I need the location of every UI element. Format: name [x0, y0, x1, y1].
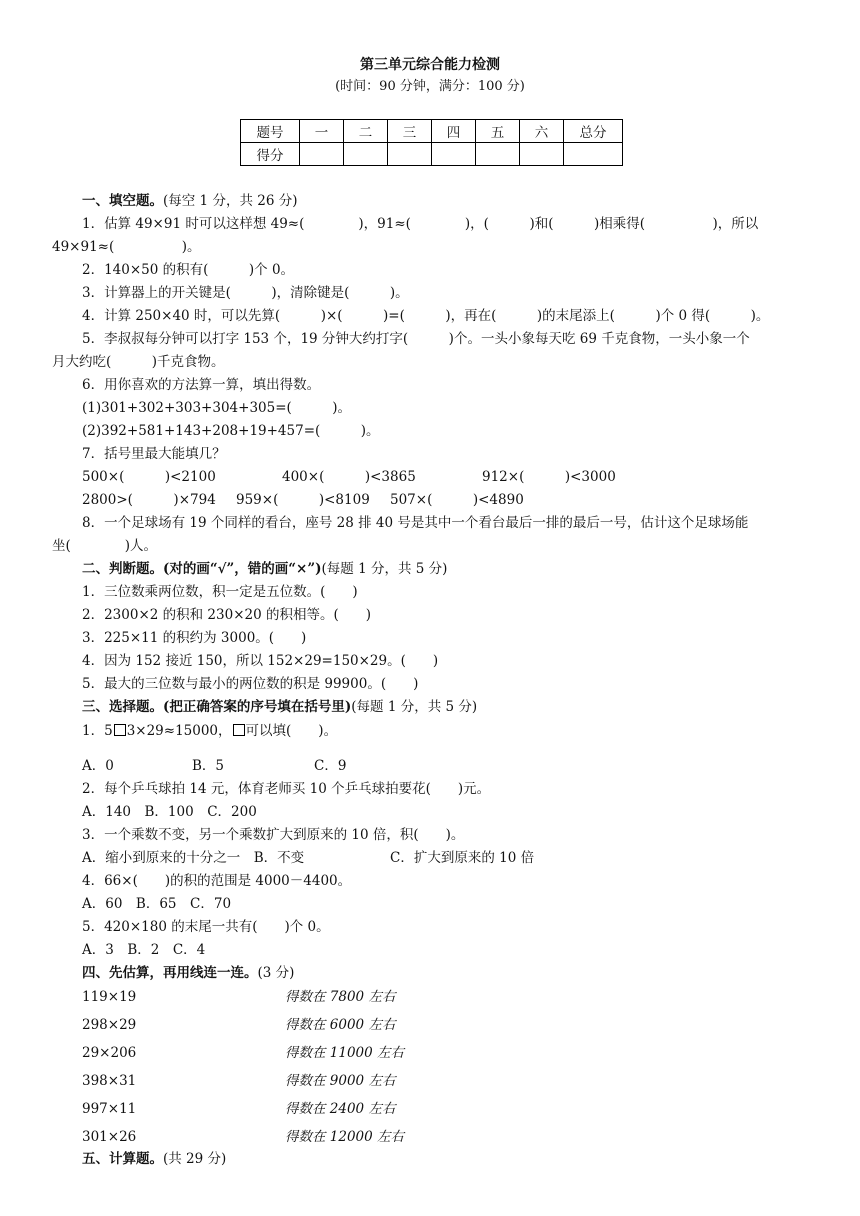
question-text: 912×( )<3000 — [482, 469, 616, 485]
square-blank-icon — [114, 724, 126, 736]
question-text: 5．420×180 的末尾一共有( )个 0。 — [82, 919, 330, 935]
question-text: 6．用你喜欢的方法算一算，填出得数。 — [82, 377, 321, 393]
option-text: A．60 B．65 C．70 — [82, 896, 232, 912]
section-instruction: (把正确答案的序号填在括号里) — [163, 699, 352, 715]
question-text: 4．66×( )的积的范围是 4000－4400。 — [82, 873, 352, 889]
section-note: (3 分) — [257, 965, 295, 981]
match-right-item[interactable]: 得数在 6000 左右 — [285, 1017, 396, 1033]
score-cell: 五 — [476, 120, 520, 143]
question-text: 3．计算器上的开关键是( )，清除键是( )。 — [82, 285, 409, 301]
section-heading — [82, 560, 447, 578]
question-text: (1)301+302+303+304+305=( )。 — [82, 400, 352, 416]
page-subtitle: (时间：90 分钟，满分：100 分) — [335, 79, 525, 94]
section-note: (共 29 分) — [163, 1151, 227, 1167]
match-left-item[interactable]: 298×29 — [82, 1017, 137, 1033]
question-text: 5．李叔叔每分钟可以打字 153 个，19 分钟大约打字( )个。一头小象每天吃 69 千克食物，一头小象一个 — [82, 331, 750, 347]
score-input-cell[interactable] — [300, 143, 344, 166]
score-cell: 题号 — [241, 120, 300, 143]
question-text: 坐( )人。 — [52, 538, 158, 554]
question-text — [82, 722, 337, 740]
score-input-cell[interactable] — [388, 143, 432, 166]
option-text: A．缩小到原来的十分之一 B．不变 — [82, 850, 305, 866]
score-cell: 三 — [388, 120, 432, 143]
section-note: (每空 1 分，共 26 分) — [163, 193, 298, 209]
section-instruction: (对的画“√”，错的画“×”) — [163, 561, 322, 577]
question-text: 1．估算 49×91 时可以这样想 49≈( )，91≈( )，( )和( )相乘得( )，所以 — [82, 216, 759, 232]
section-note: (每题 1 分，共 5 分) — [321, 561, 448, 577]
question-text: 4．因为 152 接近 150，所以 152×29=150×29。( ) — [82, 653, 439, 669]
section-heading — [82, 964, 294, 982]
section-heading — [82, 698, 477, 716]
page-title: 第三单元综合能力检测 — [360, 57, 500, 73]
score-cell: 四 — [432, 120, 476, 143]
question-text: 5．最大的三位数与最小的两位数的积是 99900。( ) — [82, 676, 419, 692]
section-heading — [82, 192, 297, 210]
score-cell: 一 — [300, 120, 344, 143]
option-text: B．5 — [192, 758, 225, 774]
question-text: 2．140×50 的积有( )个 0。 — [82, 262, 295, 278]
section-note: (每题 1 分，共 5 分) — [351, 699, 478, 715]
question-text: 2．每个乒乓球拍 14 元，体育老师买 10 个乒乓球拍要花( )元。 — [82, 781, 491, 797]
question-text: 49×91≈( )。 — [52, 239, 201, 255]
section-title: 三、选择题。 — [82, 699, 163, 715]
question-text: 2．2300×2 的积和 230×20 的积相等。( ) — [82, 607, 372, 623]
section-title: 五、计算题。 — [82, 1151, 163, 1167]
section-title: 二、判断题。 — [82, 561, 163, 577]
question-text: 2800>( )×794 — [82, 492, 216, 508]
match-left-item[interactable]: 398×31 — [82, 1073, 137, 1089]
question-text: 3．一个乘数不变，另一个乘数扩大到原来的 10 倍，积( )。 — [82, 827, 465, 843]
question-part: 1．5 — [82, 723, 113, 739]
question-text: 959×( )<8109 — [236, 492, 370, 508]
question-text: 507×( )<4890 — [390, 492, 524, 508]
option-text: A．3 B．2 C．4 — [82, 942, 206, 958]
section-heading — [82, 1150, 226, 1168]
score-table-header-row — [241, 120, 623, 143]
score-input-cell[interactable] — [564, 143, 623, 166]
option-text: C．扩大到原来的 10 倍 — [390, 850, 535, 866]
match-right-item[interactable]: 得数在 11000 左右 — [285, 1045, 405, 1061]
score-input-cell[interactable] — [344, 143, 388, 166]
score-cell: 六 — [520, 120, 564, 143]
section-title: 一、填空题。 — [82, 193, 163, 209]
option-text: A．0 — [82, 758, 114, 774]
section-title: 四、先估算，再用线连一连。 — [82, 965, 258, 981]
score-cell: 得分 — [241, 143, 300, 166]
match-right-item[interactable]: 得数在 7800 左右 — [285, 989, 396, 1005]
score-input-cell[interactable] — [476, 143, 520, 166]
option-text: A．140 B．100 C．200 — [82, 804, 257, 820]
match-right-item[interactable]: 得数在 12000 左右 — [285, 1129, 405, 1145]
score-table — [240, 119, 623, 166]
question-text: 月大约吃( )千克食物。 — [52, 354, 225, 370]
question-text: 8．一个足球场有 19 个同样的看台，座号 28 排 40 号是其中一个看台最后一排的最后一号，估计这个足球场能 — [82, 515, 749, 531]
question-text: 4．计算 250×40 时，可以先算( )×( )=( )，再在( )的末尾添上( )个 0 得( )。 — [82, 308, 770, 324]
match-left-item[interactable]: 119×19 — [82, 989, 137, 1005]
question-text: 3．225×11 的积约为 3000。( ) — [82, 630, 307, 646]
option-text: C．9 — [314, 758, 347, 774]
question-text: 400×( )<3865 — [282, 469, 416, 485]
match-left-item[interactable]: 997×11 — [82, 1101, 137, 1117]
match-right-item[interactable]: 得数在 2400 左右 — [285, 1101, 396, 1117]
score-table-score-row — [241, 143, 623, 166]
question-text: 1．三位数乘两位数，积一定是五位数。( ) — [82, 584, 358, 600]
question-part: 3×29≈15000， — [126, 723, 232, 739]
square-blank-icon — [233, 724, 245, 736]
question-text: 500×( )<2100 — [82, 469, 216, 485]
score-input-cell[interactable] — [520, 143, 564, 166]
question-part: 可以填( )。 — [245, 723, 338, 739]
match-left-item[interactable]: 301×26 — [82, 1129, 137, 1145]
score-cell: 总分 — [564, 120, 623, 143]
score-cell: 二 — [344, 120, 388, 143]
match-right-item[interactable]: 得数在 9000 左右 — [285, 1073, 396, 1089]
question-text: 7．括号里最大能填几？ — [82, 446, 226, 462]
score-input-cell[interactable] — [432, 143, 476, 166]
question-text: (2)392+581+143+208+19+457=( )。 — [82, 423, 380, 439]
match-left-item[interactable]: 29×206 — [82, 1045, 137, 1061]
